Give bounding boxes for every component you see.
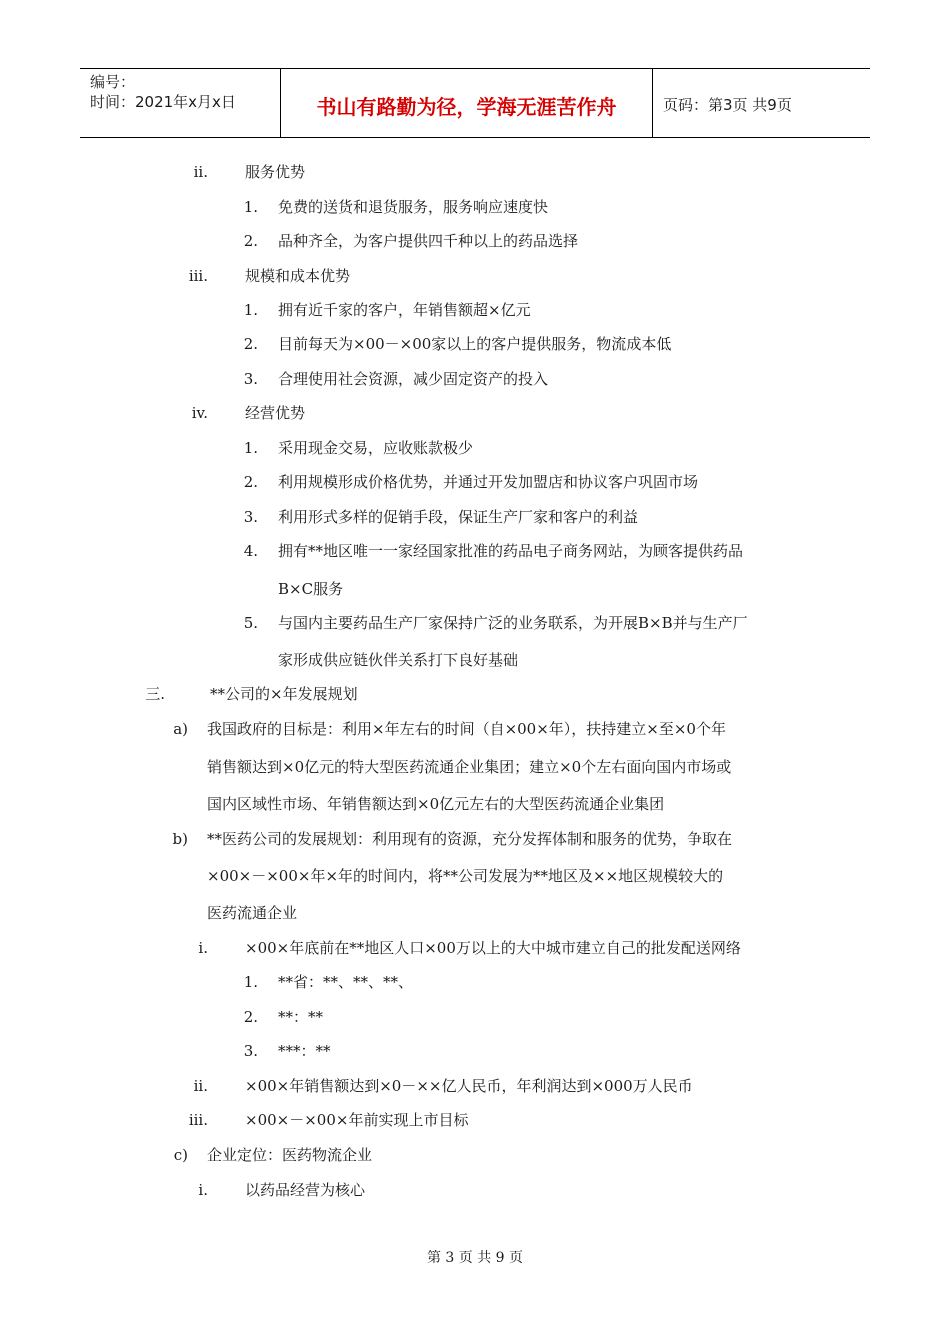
list-item-text: 医药流通企业 <box>207 904 298 922</box>
list-marker: ii. <box>193 1077 208 1095</box>
list-marker: ii. <box>193 163 208 181</box>
list-item-text: 服务优势 <box>245 163 306 181</box>
list-marker: 1. <box>243 198 258 216</box>
list-marker: i. <box>198 1181 208 1199</box>
list-item-text: 与国内主要药品生产厂家保持广泛的业务联系，为开展B×B并与生产厂 <box>278 614 748 632</box>
list-marker: 3. <box>243 1042 258 1060</box>
list-item-text: 品种齐全，为客户提供四千种以上的药品选择 <box>278 232 579 250</box>
list-item-text: 利用规模形成价格优势，并通过开发加盟店和协议客户巩固市场 <box>278 473 699 491</box>
list-item-text: ×00×年销售额达到×0－××亿人民币，年利润达到×000万人民币 <box>245 1077 693 1095</box>
number-label: 编号： <box>90 73 136 91</box>
list-item-text: 经营优势 <box>245 404 306 422</box>
list-marker: 2. <box>243 473 258 491</box>
list-marker: a) <box>173 720 188 738</box>
list-item-text: 拥有近千家的客户，年销售额超×亿元 <box>278 301 531 319</box>
list-item-text: 企业定位：医药物流企业 <box>207 1146 373 1164</box>
list-item-text: 家形成供应链伙伴关系打下良好基础 <box>278 651 519 669</box>
list-marker: iii. <box>188 267 208 285</box>
list-item-text: 规模和成本优势 <box>245 267 351 285</box>
list-item-text: ***：** <box>278 1042 331 1060</box>
list-marker: 1. <box>243 439 258 457</box>
list-marker: 1. <box>243 301 258 319</box>
list-item-text: **：** <box>278 1008 324 1026</box>
list-item-text: ×00×－×00×年×年的时间内，将**公司发展为**地区及××地区规模较大的 <box>207 867 724 885</box>
list-item-text: 合理使用社会资源，减少固定资产的投入 <box>278 370 549 388</box>
list-marker: i. <box>198 939 208 957</box>
list-item-text: 免费的送货和退货服务，服务响应速度快 <box>278 198 549 216</box>
list-marker: 2. <box>243 232 258 250</box>
list-item-text: 目前每天为×00－×00家以上的客户提供服务，物流成本低 <box>278 335 672 353</box>
list-marker: 4. <box>243 542 258 560</box>
page-label: 页码：第3页 共9页 <box>663 95 792 114</box>
list-marker: 1. <box>243 973 258 991</box>
list-item-text: 拥有**地区唯一一家经国家批准的药品电子商务网站，为顾客提供药品 <box>278 542 744 560</box>
list-marker: c) <box>173 1146 188 1164</box>
list-item-text: 销售额达到×0亿元的特大型医药流通企业集团；建立×0个左右面向国内市场或 <box>207 758 732 776</box>
list-item-text: ×00×－×00×年前实现上市目标 <box>245 1111 469 1129</box>
list-marker: 3. <box>243 508 258 526</box>
list-marker: 2. <box>243 1008 258 1026</box>
list-item-text: **医药公司的发展规划：利用现有的资源，充分发挥体制和服务的优势，争取在 <box>207 830 733 848</box>
list-marker: 三. <box>145 685 165 703</box>
list-item-text: 采用现金交易，应收账款极少 <box>278 439 474 457</box>
list-marker: 3. <box>243 370 258 388</box>
list-item-text: B×C服务 <box>278 580 344 598</box>
page-footer: 第 3 页 共 9 页 <box>426 1250 524 1266</box>
list-marker: 2. <box>243 335 258 353</box>
list-marker: iv. <box>191 404 208 422</box>
list-item-text: 国内区域性市场、年销售额达到×0亿元左右的大型医药流通企业集团 <box>207 795 665 813</box>
list-item-text: 以药品经营为核心 <box>245 1181 366 1199</box>
motto: 书山有路勤为径，学海无涯苦作舟 <box>281 69 653 137</box>
list-item-text: 利用形式多样的促销手段，保证生产厂家和客户的利益 <box>278 508 639 526</box>
header-meta <box>80 69 281 137</box>
list-item-text: **省：**、**、**、 <box>278 973 414 991</box>
time-label: 时间：2021年x月x日 <box>90 93 236 111</box>
page-header <box>80 68 870 138</box>
list-marker: 5. <box>243 614 258 632</box>
list-item-text: **公司的×年发展规划 <box>210 685 358 703</box>
list-item-text: 我国政府的目标是：利用×年左右的时间（自×00×年），扶持建立×至×0个年 <box>207 720 726 738</box>
list-item-text: ×00×年底前在**地区人口×00万以上的大中城市建立自己的批发配送网络 <box>245 939 741 957</box>
list-marker: b) <box>172 830 188 848</box>
list-marker: iii. <box>188 1111 208 1129</box>
